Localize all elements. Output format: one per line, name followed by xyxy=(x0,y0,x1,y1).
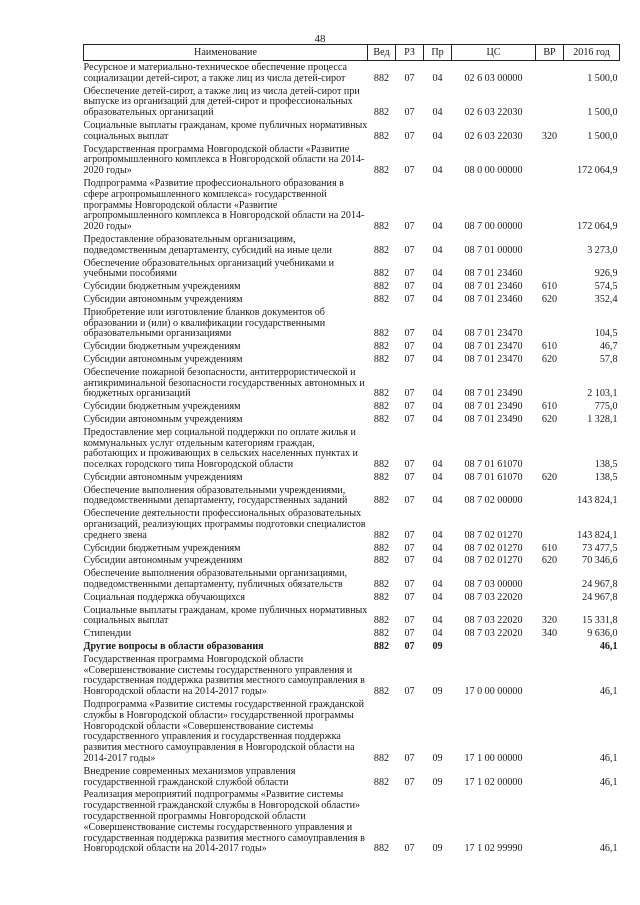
cell-cs: 08 7 01 00000 xyxy=(464,244,523,256)
cell-sum: 1 328,1 xyxy=(587,413,618,425)
cell-cs: 02 6 03 00000 xyxy=(464,72,523,84)
cell-cs: 08 7 01 23470 xyxy=(464,328,523,340)
cell-name: Реализация мероприятий подпрограммы «Развитие системы государственной гражданской службы в Новгородской области» государственной программы Новгородской области «Совершенствование системы государственного управления и государственная поддержка развития местного самоуправления в Новгородской области на 2014-2017 годы» xyxy=(83,789,365,855)
cell-pr: 04 xyxy=(432,413,443,425)
cell-cs: 08 7 03 22020 xyxy=(464,615,523,627)
cell-pr: 09 xyxy=(432,641,443,653)
cell-vr: 610 xyxy=(541,341,558,353)
cell-pr: 04 xyxy=(432,388,443,400)
cell-cs: 08 7 01 23470 xyxy=(464,353,523,365)
cell-vr xyxy=(536,306,564,340)
cell-ved: 882 xyxy=(373,686,390,698)
cell-pr: 04 xyxy=(432,471,443,483)
cell-pr: 04 xyxy=(432,555,443,567)
cell-ved: 882 xyxy=(373,130,390,142)
cell-sum: 46,1 xyxy=(599,753,618,765)
cell-name: Субсидии бюджетным учреждениям xyxy=(83,281,241,293)
table-row xyxy=(84,366,620,400)
cell-sum: 46,1 xyxy=(599,776,618,788)
table-row xyxy=(84,413,620,426)
cell-pr: 04 xyxy=(432,281,443,293)
cell-ved: 882 xyxy=(373,459,390,471)
cell-ved: 882 xyxy=(373,471,390,483)
cell-cs: 02 6 03 22030 xyxy=(464,107,523,119)
cell-sum: 15 331,8 xyxy=(582,615,618,627)
cell-vr xyxy=(536,426,564,471)
cell-cs: 08 0 00 00000 xyxy=(464,165,523,177)
cell-rz: 07 xyxy=(404,165,415,177)
cell-vr xyxy=(536,61,564,85)
cell-cs: 08 7 00 00000 xyxy=(464,221,523,233)
cell-name: Обеспечение выполнения образовательными учреждениями, подведомственными департаменту, государственных заданий xyxy=(83,484,348,507)
cell-vr: 610 xyxy=(541,401,558,413)
cell-ved: 882 xyxy=(373,628,390,640)
cell-rz: 07 xyxy=(404,686,415,698)
cell-vr xyxy=(536,698,564,765)
cell-rz: 07 xyxy=(404,471,415,483)
cell-vr xyxy=(536,653,564,698)
table-row xyxy=(84,471,620,484)
cell-rz: 07 xyxy=(404,615,415,627)
cell-vr xyxy=(536,567,564,591)
cell-name: Социальные выплаты гражданам, кроме публичных нормативных социальных выплат xyxy=(83,119,368,142)
cell-ved: 882 xyxy=(373,529,390,541)
cell-rz: 07 xyxy=(404,388,415,400)
cell-rz: 07 xyxy=(404,268,415,280)
table-row xyxy=(84,400,620,413)
cell-cs: 08 7 03 00000 xyxy=(464,579,523,591)
cell-vr xyxy=(536,143,564,177)
cell-vr: 340 xyxy=(541,628,558,640)
cell-ved: 882 xyxy=(373,268,390,280)
cell-rz: 07 xyxy=(404,753,415,765)
cell-sum: 9 636,0 xyxy=(587,628,618,640)
cell-pr: 09 xyxy=(432,686,443,698)
cell-pr: 04 xyxy=(432,221,443,233)
cell-ved: 882 xyxy=(373,328,390,340)
cell-name: Другие вопросы в области образования xyxy=(83,641,264,653)
cell-vr: 620 xyxy=(541,471,558,483)
cell-sum: 46,7 xyxy=(599,341,618,353)
cell-cs: 08 7 02 00000 xyxy=(464,495,523,507)
cell-cs: 08 7 01 61070 xyxy=(464,459,523,471)
table-row xyxy=(84,567,620,591)
cell-rz: 07 xyxy=(404,843,415,855)
cell-rz: 07 xyxy=(404,107,415,119)
table-row xyxy=(84,765,620,789)
cell-name: Субсидии автономным учреждениям xyxy=(83,555,243,567)
table-row xyxy=(84,554,620,567)
cell-vr xyxy=(536,257,564,281)
cell-name: Приобретение или изготовление бланков документов об образовании и (или) о квалификации государственными образовательными организациями xyxy=(83,306,326,340)
cell-sum: 73 477,5 xyxy=(582,542,618,554)
cell-sum: 46,1 xyxy=(599,843,618,855)
cell-sum: 138,5 xyxy=(594,471,618,483)
table-row xyxy=(84,542,620,555)
cell-name: Обеспечение детей-сирот, а также лиц из числа детей-сирот при выпуске из организаций для детей-сирот и профессиональных образовательных организаций xyxy=(83,85,360,119)
page-number: 48 xyxy=(314,33,326,45)
cell-sum: 46,1 xyxy=(599,686,618,698)
cell-rz: 07 xyxy=(404,459,415,471)
cell-vr: 320 xyxy=(541,130,558,142)
cell-sum: 775,0 xyxy=(594,401,618,413)
cell-pr: 04 xyxy=(432,401,443,413)
cell-rz: 07 xyxy=(404,130,415,142)
table-row xyxy=(84,293,620,306)
table-header-row xyxy=(84,45,620,61)
cell-name: Обеспечение пожарной безопасности, антитеррористической и антикриминальной безопасности государственных автономных и бюджетных организаций xyxy=(83,366,365,400)
cell-cs: 08 7 02 01270 xyxy=(464,529,523,541)
cell-cs: 02 6 03 22030 xyxy=(464,130,523,142)
cell-vr xyxy=(536,233,564,257)
header-cs: ЦС xyxy=(452,45,536,61)
cell-cs: 08 7 01 23460 xyxy=(464,293,523,305)
cell-rz: 07 xyxy=(404,641,415,653)
table-row xyxy=(84,591,620,604)
cell-rz: 07 xyxy=(404,591,415,603)
cell-cs: 08 7 02 01270 xyxy=(464,542,523,554)
table-row xyxy=(84,484,620,508)
table-row xyxy=(84,233,620,257)
table-row xyxy=(84,426,620,471)
cell-sum: 24 967,8 xyxy=(582,591,618,603)
cell-ved: 882 xyxy=(373,341,390,353)
cell-ved: 882 xyxy=(373,641,390,653)
cell-name: Субсидии автономным учреждениям xyxy=(83,353,243,365)
table-row xyxy=(84,640,620,653)
cell-pr: 04 xyxy=(432,529,443,541)
cell-pr: 04 xyxy=(432,328,443,340)
table-row xyxy=(84,177,620,233)
cell-vr: 610 xyxy=(541,281,558,293)
cell-name: Стипендии xyxy=(83,628,132,640)
header-ved: Вед xyxy=(368,45,396,61)
cell-rz: 07 xyxy=(404,579,415,591)
cell-sum: 46,1 xyxy=(599,641,618,653)
table-row xyxy=(84,627,620,640)
cell-name: Обеспечение образовательных организаций учебниками и учебными пособиями xyxy=(83,257,335,280)
header-year: 2016 год xyxy=(564,45,620,61)
cell-sum: 1 500,0 xyxy=(587,130,618,142)
header-name: Наименование xyxy=(84,45,368,61)
cell-name: Субсидии автономным учреждениям xyxy=(83,293,243,305)
cell-name: Социальная поддержка обучающихся xyxy=(83,591,246,603)
cell-pr: 09 xyxy=(432,843,443,855)
cell-rz: 07 xyxy=(404,495,415,507)
cell-cs xyxy=(452,640,536,653)
cell-name: Ресурсное и материально-техническое обеспечение процесса социализации детей-сирот, а также лиц из числа детей-сирот xyxy=(83,62,347,84)
cell-name: Государственная программа Новгородской области «Совершенствование системы государственного управления и государственная поддержка развития местного самоуправления в Новгородской области на 2014-2017 годы» xyxy=(83,653,365,698)
table-row xyxy=(84,653,620,698)
cell-ved: 882 xyxy=(373,615,390,627)
cell-rz: 07 xyxy=(404,555,415,567)
cell-rz: 07 xyxy=(404,221,415,233)
table-row xyxy=(84,280,620,293)
cell-name: Субсидии автономным учреждениям xyxy=(83,471,243,483)
cell-ved: 882 xyxy=(373,165,390,177)
cell-cs: 08 7 02 01270 xyxy=(464,555,523,567)
cell-cs: 08 7 01 23490 xyxy=(464,401,523,413)
cell-name: Субсидии автономным учреждениям xyxy=(83,413,243,425)
cell-sum: 1 500,0 xyxy=(587,72,618,84)
table-row xyxy=(84,788,620,855)
cell-sum: 926,9 xyxy=(594,268,618,280)
cell-ved: 882 xyxy=(373,579,390,591)
cell-ved: 882 xyxy=(373,353,390,365)
cell-sum: 3 273,0 xyxy=(587,244,618,256)
cell-pr: 04 xyxy=(432,165,443,177)
table-row xyxy=(84,698,620,765)
cell-pr: 09 xyxy=(432,753,443,765)
cell-pr: 04 xyxy=(432,495,443,507)
cell-vr xyxy=(536,177,564,233)
cell-name: Субсидии бюджетным учреждениям xyxy=(83,401,241,413)
cell-vr: 610 xyxy=(541,542,558,554)
cell-pr: 04 xyxy=(432,72,443,84)
cell-rz: 07 xyxy=(404,281,415,293)
table-row xyxy=(84,353,620,366)
cell-sum: 104,5 xyxy=(594,328,618,340)
cell-ved: 882 xyxy=(373,401,390,413)
header-rz: РЗ xyxy=(396,45,424,61)
table-row xyxy=(84,604,620,628)
cell-cs: 08 7 01 61070 xyxy=(464,471,523,483)
cell-rz: 07 xyxy=(404,401,415,413)
cell-ved: 882 xyxy=(373,843,390,855)
cell-rz: 07 xyxy=(404,244,415,256)
cell-pr: 04 xyxy=(432,615,443,627)
cell-ved: 882 xyxy=(373,591,390,603)
cell-cs: 08 7 01 23470 xyxy=(464,341,523,353)
cell-name: Предоставление образовательным организациям, подведомственным департаменту, субсидий на иные цели xyxy=(83,233,332,256)
cell-sum: 70 346,6 xyxy=(582,555,618,567)
cell-pr: 04 xyxy=(432,591,443,603)
cell-sum: 352,4 xyxy=(594,293,618,305)
table-row xyxy=(84,143,620,177)
cell-name: Обеспечение выполнения образовательными организациями, подведомственными департаменту, публичных обязательств xyxy=(83,568,348,591)
cell-sum: 172 064,9 xyxy=(577,165,618,177)
cell-vr xyxy=(536,788,564,855)
table-row xyxy=(84,507,620,541)
cell-sum: 138,5 xyxy=(594,459,618,471)
cell-name: Субсидии бюджетным учреждениям xyxy=(83,341,241,353)
cell-ved: 882 xyxy=(373,555,390,567)
cell-vr xyxy=(536,484,564,508)
cell-vr xyxy=(536,591,564,604)
cell-rz: 07 xyxy=(404,341,415,353)
cell-name: Подпрограмма «Развитие профессионального образования в сфере агропромышленного комплекса» государственной программы Новгородской области «Развитие агропромышленного комплекса в Новгородской области на 2014-2020 годы» xyxy=(83,177,365,233)
cell-rz: 07 xyxy=(404,353,415,365)
cell-rz: 07 xyxy=(404,413,415,425)
cell-ved: 882 xyxy=(373,495,390,507)
cell-name: Государственная программа Новгородской области «Развитие агропромышленного комплекса в Новгородской области на 2014-2020 годы» xyxy=(83,143,365,177)
cell-vr: 620 xyxy=(541,413,558,425)
cell-cs: 08 7 01 23490 xyxy=(464,413,523,425)
cell-ved: 882 xyxy=(373,776,390,788)
budget-table xyxy=(83,44,620,855)
cell-vr: 620 xyxy=(541,555,558,567)
cell-pr: 04 xyxy=(432,130,443,142)
cell-name: Подпрограмма «Развитие системы государственной гражданской службы в Новгородской области» государственной программы Новгородской области «Совершенствование системы государственного управления и государственная поддержка развития местного самоуправления в Новгородской области на 2014-2017 годы» xyxy=(83,699,365,765)
cell-ved: 882 xyxy=(373,221,390,233)
cell-pr: 04 xyxy=(432,341,443,353)
cell-ved: 882 xyxy=(373,107,390,119)
cell-vr xyxy=(536,85,564,119)
table-body xyxy=(84,61,620,856)
cell-pr: 04 xyxy=(432,353,443,365)
cell-sum: 2 103,1 xyxy=(587,388,618,400)
cell-name: Социальные выплаты гражданам, кроме публичных нормативных социальных выплат xyxy=(83,604,368,627)
cell-vr xyxy=(536,366,564,400)
cell-name: Обеспечение деятельности профессиональных образовательных организаций, реализующих программы подготовки специалистов среднего звена xyxy=(83,508,366,541)
cell-ved: 882 xyxy=(373,753,390,765)
cell-pr: 04 xyxy=(432,542,443,554)
cell-pr: 04 xyxy=(432,244,443,256)
cell-rz: 07 xyxy=(404,72,415,84)
cell-ved: 882 xyxy=(373,281,390,293)
table-row xyxy=(84,85,620,119)
cell-rz: 07 xyxy=(404,628,415,640)
table-row xyxy=(84,119,620,143)
cell-vr: 620 xyxy=(541,353,558,365)
cell-ved: 882 xyxy=(373,293,390,305)
cell-pr: 04 xyxy=(432,268,443,280)
cell-vr: 620 xyxy=(541,293,558,305)
cell-rz: 07 xyxy=(404,542,415,554)
cell-rz: 07 xyxy=(404,529,415,541)
table-row xyxy=(84,340,620,353)
cell-cs: 08 7 03 22020 xyxy=(464,628,523,640)
cell-cs: 17 0 00 00000 xyxy=(464,686,523,698)
cell-sum: 143 824,1 xyxy=(577,495,618,507)
cell-ved: 882 xyxy=(373,388,390,400)
cell-cs: 08 7 01 23460 xyxy=(464,281,523,293)
table-row xyxy=(84,61,620,85)
cell-cs: 08 7 03 22020 xyxy=(464,591,523,603)
cell-cs: 08 7 01 23460 xyxy=(464,268,523,280)
cell-cs: 08 7 01 23490 xyxy=(464,388,523,400)
cell-pr: 04 xyxy=(432,628,443,640)
cell-pr: 04 xyxy=(432,107,443,119)
cell-sum: 1 500,0 xyxy=(587,107,618,119)
cell-sum: 574,5 xyxy=(594,281,618,293)
cell-vr xyxy=(536,507,564,541)
cell-sum: 24 967,8 xyxy=(582,579,618,591)
cell-ved: 882 xyxy=(373,542,390,554)
cell-sum: 57,8 xyxy=(599,353,618,365)
cell-vr xyxy=(536,640,564,653)
cell-name: Субсидии бюджетным учреждениям xyxy=(83,542,241,554)
cell-name: Внедрение современных механизмов управления государственной гражданской службой области xyxy=(83,765,296,788)
cell-name: Предоставление мер социальной поддержки по оплате жилья и коммунальных услуг отдельным категориям граждан, работающих и проживающих в сельских населенных пунктах и поселках городского типа Новгородской области xyxy=(83,426,358,471)
cell-pr: 04 xyxy=(432,579,443,591)
cell-rz: 07 xyxy=(404,293,415,305)
cell-sum: 143 824,1 xyxy=(577,529,618,541)
cell-ved: 882 xyxy=(373,72,390,84)
header-vr: ВР xyxy=(536,45,564,61)
cell-sum: 172 064,9 xyxy=(577,221,618,233)
table-row xyxy=(84,306,620,340)
header-pr: Пр xyxy=(424,45,452,61)
cell-vr xyxy=(536,765,564,789)
cell-cs: 17 1 00 00000 xyxy=(464,753,523,765)
cell-pr: 04 xyxy=(432,459,443,471)
cell-cs: 17 1 02 00000 xyxy=(464,776,523,788)
cell-rz: 07 xyxy=(404,776,415,788)
cell-pr: 04 xyxy=(432,293,443,305)
cell-ved: 882 xyxy=(373,413,390,425)
cell-vr: 320 xyxy=(541,615,558,627)
cell-cs: 17 1 02 99990 xyxy=(464,843,523,855)
table-row xyxy=(84,257,620,281)
cell-rz: 07 xyxy=(404,328,415,340)
cell-pr: 09 xyxy=(432,776,443,788)
cell-ved: 882 xyxy=(373,244,390,256)
